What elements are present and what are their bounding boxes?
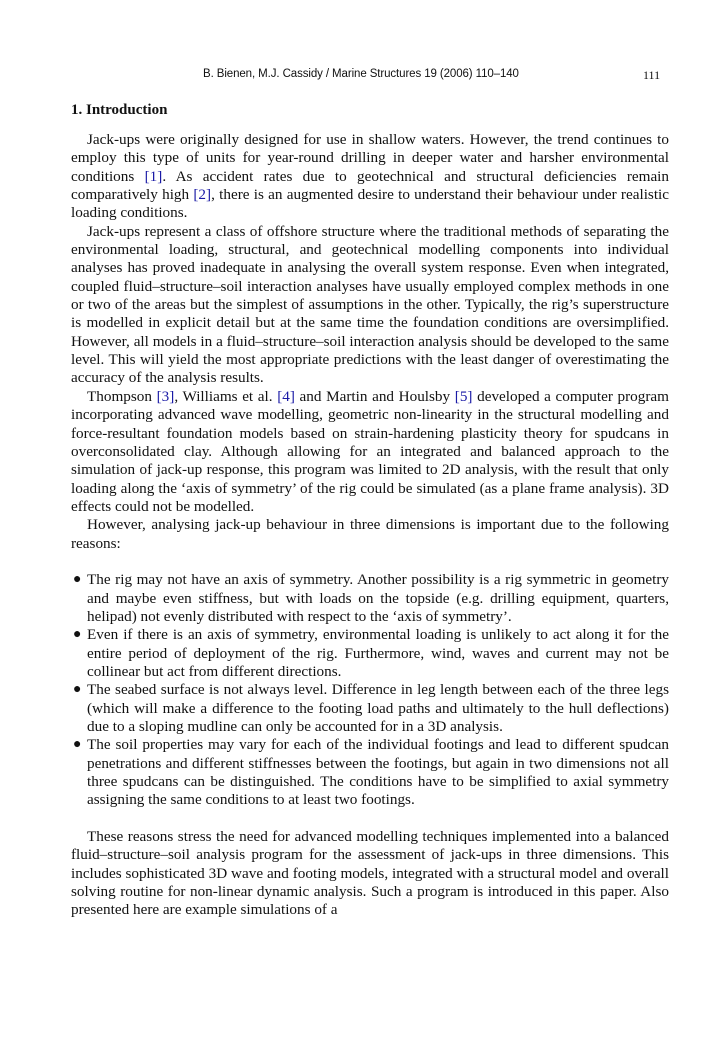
- list-item: [71, 681, 669, 736]
- text-run: , there is an augmented desire to understand their behaviour under realistic loading conditions.: [71, 186, 669, 222]
- list-item-text: The rig may not have an axis of symmetry. Another possibility is a rig symmetric in geometry and maybe even stiffness, but with loads on the topside (e.g. drilling equipment, quarters, helipad) not evenly distributed with respect to the ‘axis of symmetry’.: [87, 571, 669, 625]
- text-run: and Martin and Houlsby: [294, 387, 455, 405]
- list-item-text: The soil properties may vary for each of the individual footings and lead to different spudcan penetrations and different stiffnesses between the footings, but again in two dimensions not all three spudcans can be distinguished. The conditions have to be simplified to axial symmetry assigning the same conditions to at least two footings.: [87, 736, 669, 809]
- journal-citation: B. Bienen, M.J. Cassidy / Marine Structures 19 (2006) 110–140: [203, 68, 519, 80]
- list-item: [71, 736, 669, 809]
- bullet-icon: ●: [73, 737, 82, 753]
- citation-link-2[interactable]: [2]: [193, 186, 212, 204]
- citation-link-1[interactable]: [1]: [144, 167, 163, 185]
- page-number: 111: [643, 68, 661, 82]
- bullet-icon: ●: [73, 627, 82, 643]
- reasons-list: [71, 571, 669, 809]
- text-run: Jack-ups were originally designed for use in shallow waters. However, the trend continues to employ this type of units for year-round drilling in deeper water and harsher environmental conditions: [71, 131, 669, 185]
- list-item: [71, 626, 669, 681]
- bullet-icon: ●: [73, 682, 82, 698]
- body-text: [71, 131, 669, 920]
- text-run: Thompson: [87, 387, 157, 405]
- paragraph-4: However, analysing jack-up behaviour in three dimensions is important due to the following reasons:: [71, 516, 669, 552]
- bullet-icon: ●: [73, 572, 82, 588]
- citation-link-5[interactable]: [5]: [454, 387, 473, 405]
- running-header: [0, 68, 728, 84]
- text-run: developed a computer program incorporating advanced wave modelling, geometric non-linearity in the structural modelling and force-resultant foundation models based on strain-hardening plasticity theory for spudcans in overconsolidated clay. Although allowing for an integrated and balanced approach to the simulation of jack-up response, this program was limited to 2D analysis, with the result that only loading along the ‘axis of symmetry’ of the rig could be simulated (as a plane frame analysis). 3D effects could not be modelled.: [71, 387, 669, 515]
- list-item-text: Even if there is an axis of symmetry, environmental loading is unlikely to act along it for the entire period of deployment of the rig. Furthermore, wind, waves and current may not be collinear but act from different directions.: [87, 626, 669, 680]
- paragraph-3: [71, 388, 669, 516]
- section-title: 1. Introduction: [71, 102, 168, 118]
- citation-link-3[interactable]: [3]: [156, 387, 175, 405]
- list-item-text: The seabed surface is not always level. Difference in leg length between each of the three legs (which will make a difference to the footing load paths and ultimately to the hull deflections) due to a sloping mudline can only be accounted for in a 3D analysis.: [87, 681, 669, 735]
- paragraph-1: [71, 131, 669, 223]
- paragraph-5: These reasons stress the need for advanced modelling techniques implemented into a balanced fluid–structure–soil analysis program for the assessment of jack-ups in three dimensions. This includes sophisticated 3D wave and footing models, integrated with a structural model and overall solving routine for non-linear dynamic analysis. Such a program is introduced in this paper. Also presented here are example simulations of a: [71, 828, 669, 919]
- citation-link-4[interactable]: [4]: [277, 387, 295, 405]
- list-item: [71, 571, 669, 626]
- paragraph-2: Jack-ups represent a class of offshore structure where the traditional methods of separating the environmental loading, structural, and geotechnical modelling components into individual analyses has proved inadequate in analysing the overall system response. Even when integrated, coupled fluid–structure–soil interaction analyses have usually employed complex methods in one or two of the areas but the simplest of assumptions in the other. Typically, the rig’s superstructure is modelled in explicit detail but at the same time the foundation conditions are oversimplified. However, all models in a fluid–structure–soil interaction analysis should be developed to the same level. This will yield the most appropriate predictions with the least danger of overestimating the accuracy of the analysis results.: [71, 222, 669, 387]
- text-run: . As accident rates due to geotechnical and structural deficiencies remain comparatively high: [71, 167, 669, 204]
- text-run: , Williams et al.: [174, 387, 278, 405]
